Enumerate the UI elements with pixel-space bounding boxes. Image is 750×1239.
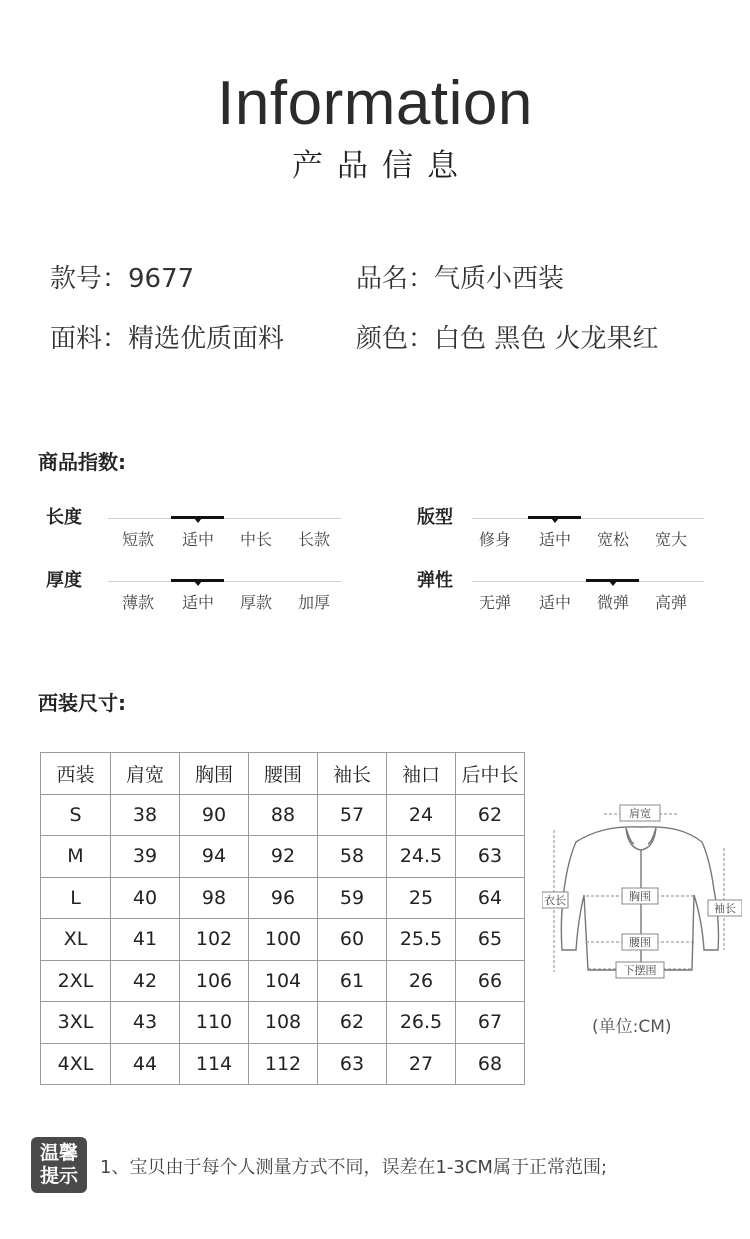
table-cell: M xyxy=(41,836,111,878)
table-cell: L xyxy=(41,877,111,919)
table-cell: 25 xyxy=(387,877,456,919)
table-row xyxy=(41,960,525,1002)
table-cell: 26 xyxy=(387,960,456,1002)
table-cell: 2XL xyxy=(41,960,111,1002)
table-row xyxy=(41,1002,525,1044)
table-cell: 67 xyxy=(456,1002,525,1044)
unit-label: (单位:CM) xyxy=(592,1017,672,1037)
table-cell: 100 xyxy=(249,919,318,961)
title-cn: 产品信息 xyxy=(292,148,472,184)
table-cell: 96 xyxy=(249,877,318,919)
diagram-hem: 下摆围 xyxy=(623,964,657,977)
table-header-cell: 袖长 xyxy=(318,753,387,795)
index-option: 适中 xyxy=(538,593,571,612)
table-cell: 42 xyxy=(111,960,180,1002)
table-cell: 62 xyxy=(456,794,525,836)
table-cell: 63 xyxy=(318,1043,387,1085)
table-cell: 92 xyxy=(249,836,318,878)
info-name-label: 品名： xyxy=(356,264,435,294)
table-cell: 114 xyxy=(180,1043,249,1085)
index-option: 适中 xyxy=(538,530,571,549)
diagram-sleeve: 袖长 xyxy=(714,902,736,915)
info-color-label: 颜色： xyxy=(356,324,435,354)
table-cell: 110 xyxy=(180,1002,249,1044)
index-option: 适中 xyxy=(181,593,214,612)
index-line xyxy=(472,518,704,519)
table-row xyxy=(41,877,525,919)
index-item-elasticity xyxy=(417,566,717,616)
index-option: 修身 xyxy=(478,530,511,549)
table-cell: 60 xyxy=(318,919,387,961)
tip-text: 1、宝贝由于每个人测量方式不同，误差在1-3CM属于正常范围; xyxy=(100,1157,608,1178)
table-cell: 26.5 xyxy=(387,1002,456,1044)
table-cell: 112 xyxy=(249,1043,318,1085)
table-cell: 98 xyxy=(180,877,249,919)
table-header-cell: 袖口 xyxy=(387,753,456,795)
index-marker xyxy=(171,516,224,519)
diagram-shoulder: 肩宽 xyxy=(629,807,651,820)
table-cell: 88 xyxy=(249,794,318,836)
index-item-thickness xyxy=(46,566,346,616)
table-row xyxy=(41,1043,525,1085)
table-cell: XL xyxy=(41,919,111,961)
table-cell: 43 xyxy=(111,1002,180,1044)
table-header-cell: 后中长 xyxy=(456,753,525,795)
table-header-cell: 腰围 xyxy=(249,753,318,795)
table-header-cell: 西装 xyxy=(41,753,111,795)
index-marker xyxy=(586,579,639,582)
table-cell: 39 xyxy=(111,836,180,878)
table-header-row xyxy=(41,753,525,795)
index-label: 版型 xyxy=(417,507,453,528)
garment-diagram xyxy=(542,800,742,985)
index-option: 宽大 xyxy=(654,530,687,549)
info-fabric xyxy=(50,318,284,355)
table-cell: 24 xyxy=(387,794,456,836)
table-header-cell: 肩宽 xyxy=(111,753,180,795)
tip-badge xyxy=(31,1137,87,1193)
index-marker xyxy=(171,579,224,582)
table-cell: 108 xyxy=(249,1002,318,1044)
index-section-title: 商品指数: xyxy=(38,450,126,474)
index-option: 短款 xyxy=(121,530,154,549)
diagram-chest: 胸围 xyxy=(629,890,651,903)
table-cell: 58 xyxy=(318,836,387,878)
index-options xyxy=(108,527,348,549)
index-item-length xyxy=(46,503,346,553)
index-option: 加厚 xyxy=(297,593,330,612)
table-cell: 94 xyxy=(180,836,249,878)
index-option: 微弹 xyxy=(596,593,629,612)
table-cell: 44 xyxy=(111,1043,180,1085)
index-line xyxy=(108,518,341,519)
diagram-length: 衣长 xyxy=(544,894,566,907)
table-cell: 64 xyxy=(456,877,525,919)
index-option: 薄款 xyxy=(121,593,154,612)
info-fabric-label: 面料： xyxy=(50,324,129,354)
table-cell: 61 xyxy=(318,960,387,1002)
info-fabric-value: 精选优质面料 xyxy=(128,324,285,354)
table-row xyxy=(41,794,525,836)
table-cell: 65 xyxy=(456,919,525,961)
index-label: 厚度 xyxy=(46,570,82,591)
table-cell: 24.5 xyxy=(387,836,456,878)
info-color-value: 白色 黑色 火龙果红 xyxy=(434,324,659,354)
index-option: 中长 xyxy=(239,530,272,549)
index-option: 宽松 xyxy=(596,530,629,549)
table-cell: 25.5 xyxy=(387,919,456,961)
table-header-cell: 胸围 xyxy=(180,753,249,795)
table-row xyxy=(41,919,525,961)
index-label: 弹性 xyxy=(417,570,453,591)
info-name xyxy=(356,258,564,295)
table-cell: 90 xyxy=(180,794,249,836)
table-cell: 62 xyxy=(318,1002,387,1044)
table-cell: 40 xyxy=(111,877,180,919)
table-cell: 102 xyxy=(180,919,249,961)
index-options xyxy=(108,590,348,612)
diagram-waist: 腰围 xyxy=(629,936,651,949)
tip-badge-line1: 温馨 xyxy=(39,1142,78,1164)
table-row xyxy=(41,836,525,878)
table-cell: 41 xyxy=(111,919,180,961)
table-cell: 68 xyxy=(456,1043,525,1085)
index-line xyxy=(108,581,341,582)
table-cell: 57 xyxy=(318,794,387,836)
table-cell: 106 xyxy=(180,960,249,1002)
table-cell: 66 xyxy=(456,960,525,1002)
info-style-label: 款号： xyxy=(50,264,129,294)
info-color xyxy=(356,318,659,355)
table-cell: S xyxy=(41,794,111,836)
index-option: 厚款 xyxy=(239,593,272,612)
table-cell: 38 xyxy=(111,794,180,836)
size-table xyxy=(40,752,525,1085)
index-option: 高弹 xyxy=(654,593,687,612)
info-name-value: 气质小西装 xyxy=(434,264,565,294)
index-label: 长度 xyxy=(46,507,82,528)
index-option: 适中 xyxy=(181,530,214,549)
table-cell: 59 xyxy=(318,877,387,919)
info-style xyxy=(50,258,194,295)
index-option: 无弹 xyxy=(478,593,511,612)
title-en: Information xyxy=(217,69,533,138)
index-item-fit xyxy=(417,503,717,553)
index-options xyxy=(465,527,705,549)
tip-badge-line2: 提示 xyxy=(39,1165,78,1187)
table-cell: 63 xyxy=(456,836,525,878)
table-cell: 4XL xyxy=(41,1043,111,1085)
info-style-value: 9677 xyxy=(128,264,195,294)
table-cell: 3XL xyxy=(41,1002,111,1044)
index-marker xyxy=(528,516,581,519)
size-section-title: 西装尺寸: xyxy=(38,691,126,715)
table-cell: 27 xyxy=(387,1043,456,1085)
index-options xyxy=(465,590,705,612)
index-option: 长款 xyxy=(297,530,330,549)
table-cell: 104 xyxy=(249,960,318,1002)
